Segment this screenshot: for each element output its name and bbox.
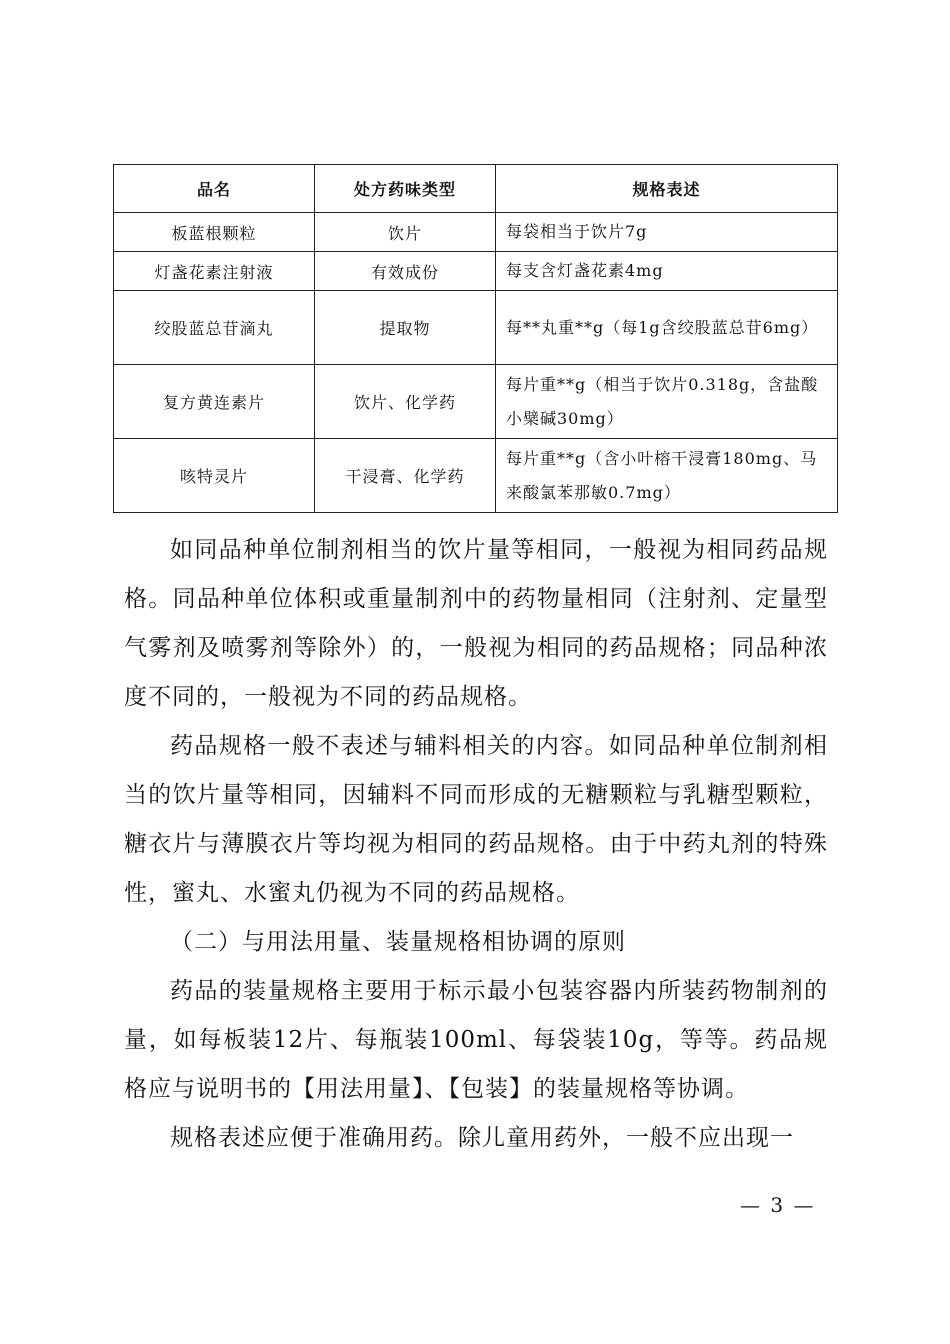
paragraph-excipients: 药品规格一般不表述与辅料相关的内容。如同品种单位制剂相当的饮片量等相同，因辅料不同而形成的无糖颗粒与乳糖型颗粒，糖衣片与薄膜衣片等均视为相同的药品规格。由于中药丸剂的特殊性，蜜丸、水蜜丸仍视为不同的药品规格。 — [124, 733, 828, 906]
paragraph-accurate-use: 规格表述应便于准确用药。除儿童用药外，一般不应出现一 — [170, 1125, 794, 1151]
cell-prescription-type: 干浸膏、化学药 — [315, 439, 496, 513]
paragraph-same-spec: 如同品种单位制剂相当的饮片量等相同，一般视为相同药品规格。同品种单位体积或重量制剂中的药物量相同（注射剂、定量型气雾剂及喷雾剂等除外）的，一般视为相同的药品规格；同品种浓度不同的，一般视为不同的药品规格。 — [124, 537, 828, 710]
table-row — [114, 252, 838, 291]
cell-product-name: 咳特灵片 — [114, 439, 315, 513]
cell-prescription-type: 饮片、化学药 — [315, 365, 496, 439]
cell-product-name: 复方黄连素片 — [114, 365, 315, 439]
table-row — [114, 291, 838, 365]
table-row — [114, 365, 838, 439]
table-row — [114, 439, 838, 513]
cell-prescription-type: 饮片 — [315, 213, 496, 252]
cell-spec-description: 每**丸重**g（每1g含绞股蓝总苷6mg） — [496, 291, 838, 365]
header-product-name: 品名 — [114, 165, 315, 213]
cell-prescription-type: 提取物 — [315, 291, 496, 365]
table-row — [114, 213, 838, 252]
cell-product-name: 板蓝根颗粒 — [114, 213, 315, 252]
cell-product-name: 灯盏花素注射液 — [114, 252, 315, 291]
cell-prescription-type: 有效成份 — [315, 252, 496, 291]
table-header-row — [114, 165, 838, 213]
cell-product-name: 绞股蓝总苷滴丸 — [114, 291, 315, 365]
cell-spec-description: 每袋相当于饮片7g — [496, 213, 838, 252]
spec-table — [113, 164, 838, 513]
page-number: — 3 — — [740, 1193, 816, 1217]
cell-spec-description: 每支含灯盏花素4mg — [496, 252, 838, 291]
cell-spec-description: 每片重**g（相当于饮片0.318g，含盐酸小檗碱30mg） — [496, 365, 838, 439]
header-spec-description: 规格表述 — [496, 165, 838, 213]
body-text — [124, 526, 828, 1163]
section-heading: （二）与用法用量、装量规格相协调的原则 — [170, 929, 626, 955]
cell-spec-description: 每片重**g（含小叶榕干浸膏180mg、马来酸氯苯那敏0.7mg） — [496, 439, 838, 513]
header-prescription-type: 处方药味类型 — [315, 165, 496, 213]
paragraph-package-spec: 药品的装量规格主要用于标示最小包装容器内所装药物制剂的量，如每板装12片、每瓶装100ml、每袋装10g，等等。药品规格应与说明书的【用法用量】、【包装】的装量规格等协调。 — [124, 978, 828, 1102]
